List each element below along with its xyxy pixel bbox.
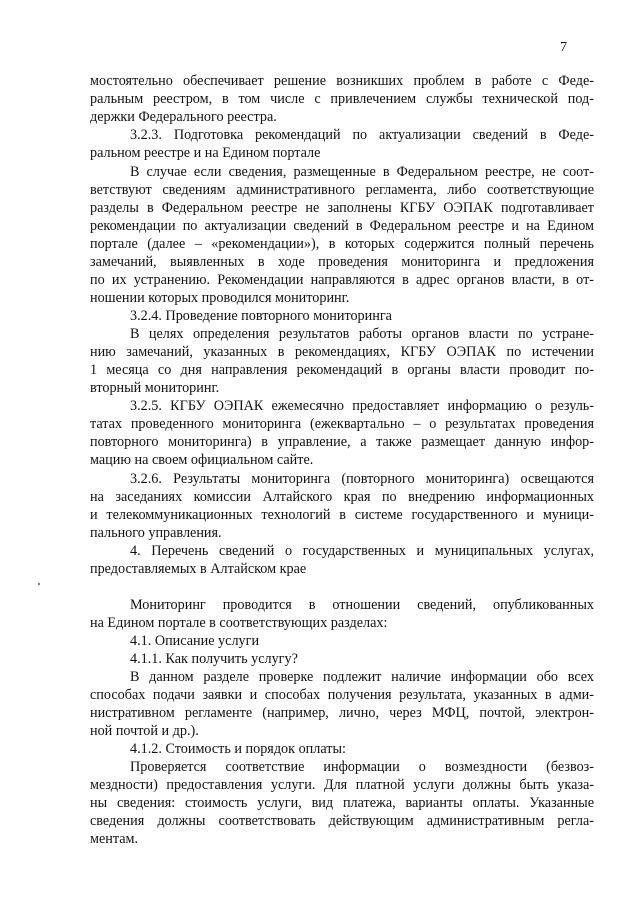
- text-line: ментам.: [90, 831, 139, 847]
- text-line: по их устранению. Рекомендации направляются в адрес органов власти, в от-: [90, 272, 594, 288]
- text-line: 1 месяца со дня направления рекомендаций в органы власти проводит по-: [90, 362, 594, 378]
- text-line: 3.2.6. Результаты мониторинга (повторного мониторинга) освещаются: [130, 471, 594, 487]
- scan-speck: [38, 583, 40, 585]
- text-line: ношении которых проводился мониторинг.: [90, 290, 350, 306]
- text-line: Проверяется соответствие информации о возмездности (безвоз-: [130, 759, 594, 775]
- text-line: мездности) предоставления услуги. Для платной услуги должны быть указа-: [90, 777, 594, 793]
- text-line: ной почтой и др.).: [90, 723, 199, 739]
- text-line: портале (далее – «рекомендации»), в которых содержится полный перечень: [90, 236, 594, 252]
- text-line: ральным реестром, в том числе с привлечением службы технической под-: [90, 91, 594, 107]
- text-line: В данном разделе проверке подлежит наличие информации обо всех: [130, 669, 594, 685]
- text-line: мацию на своем официальном сайте.: [90, 452, 314, 468]
- text-line: рекомендации по актуализации сведений в Федеральном реестре и на Едином: [90, 218, 594, 234]
- text-line: на заседаниях комиссии Алтайского края по внедрению информационных: [90, 489, 594, 505]
- section-title: предоставляемых в Алтайском крае: [90, 561, 307, 577]
- section-title: 4. Перечень сведений о государственных и муниципальных услугах,: [130, 543, 594, 559]
- text-line: разделы в Федеральном реестре не заполнены КГБУ ОЭПАК подготавливает: [90, 200, 594, 216]
- text-line: и телекоммуникационных технологий в системе государственного и муници-: [90, 507, 594, 523]
- text-line: В целях определения результатов работы органов власти по устране-: [130, 326, 594, 342]
- text-line: повторного мониторинга) в управление, а также размещает данную инфор-: [90, 434, 594, 450]
- text-line: замечаний, выявленных в ходе проведения мониторинга и предложения: [90, 254, 594, 270]
- text-line: сведения должны соответствовать действующим административным регла-: [90, 813, 594, 829]
- text-line: вторный мониторинг.: [90, 380, 220, 396]
- text-line: способах подачи заявки и способах получения результата, указанных в адми-: [90, 687, 594, 703]
- section-heading: ральном реестре и на Едином портале: [90, 145, 321, 161]
- text-line: В случае если сведения, размещенные в Федеральном реестре, не соот-: [130, 164, 594, 180]
- text-line: мостоятельно обеспечивает решение возникших проблем в работе с Феде-: [90, 73, 594, 89]
- section-heading: 4.1.2. Стоимость и порядок оплаты:: [130, 741, 346, 757]
- section-heading: 4.1.1. Как получить услугу?: [130, 651, 298, 667]
- text-line: ветствуют сведениям административного регламента, либо соответствующие: [90, 182, 594, 198]
- text-line: нию замечаний, указанных в рекомендациях, КГБУ ОЭПАК по истечении: [90, 344, 594, 360]
- text-line: держки Федерального реестра.: [90, 109, 277, 125]
- text-line: ны сведения: стоимость услуги, вид платежа, варианты оплаты. Указанные: [90, 795, 594, 811]
- section-heading: 3.2.3. Подготовка рекомендаций по актуализации сведений в Феде-: [130, 127, 594, 143]
- section-heading: 4.1. Описание услуги: [130, 633, 260, 649]
- text-line: нистративном регламенте (например, лично, через МФЦ, почтой, электрон-: [90, 705, 594, 721]
- text-line: Мониторинг проводится в отношении сведений, опубликованных: [130, 597, 594, 613]
- text-line: татах проведенного мониторинга (ежеквартально – о результатах проведения: [90, 416, 594, 432]
- text-line: на Едином портале в соответствующих разделах:: [90, 615, 388, 631]
- text-line: пального управления.: [90, 525, 222, 541]
- page-number: 7: [560, 40, 567, 55]
- section-heading: 3.2.4. Проведение повторного мониторинга: [130, 308, 392, 324]
- text-line: 3.2.5. КГБУ ОЭПАК ежемесячно предоставляет информацию о резуль-: [130, 398, 594, 414]
